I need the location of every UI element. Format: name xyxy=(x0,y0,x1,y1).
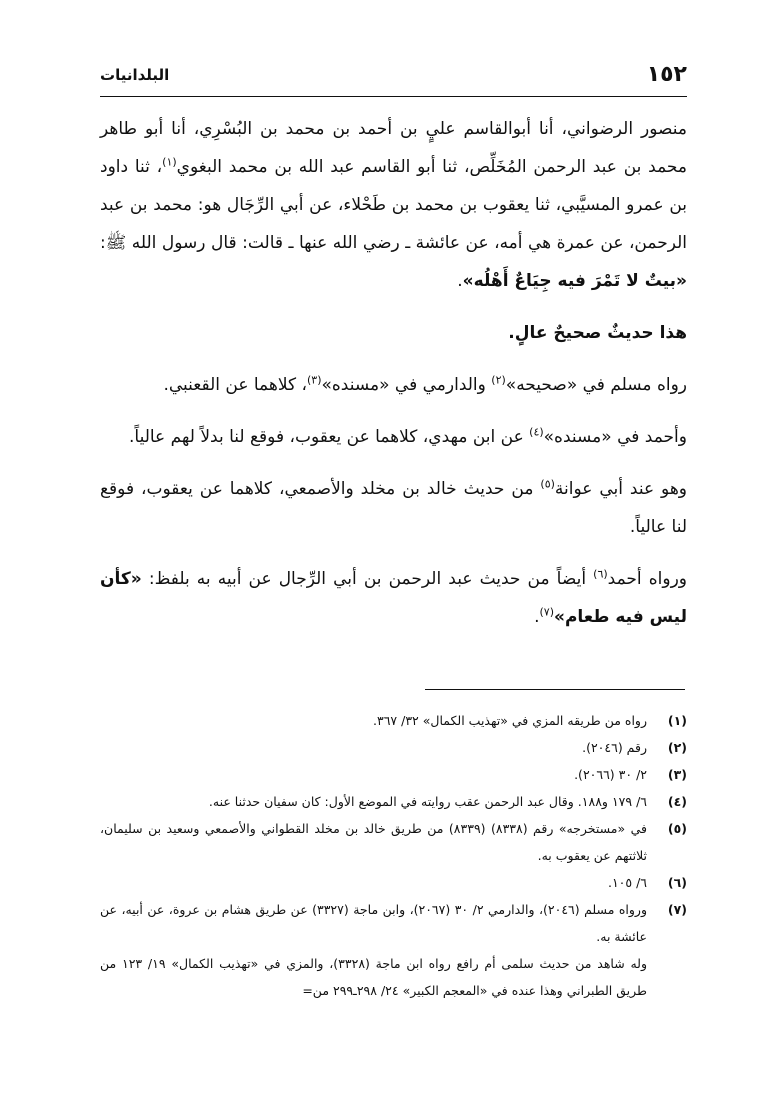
paragraph-muslim xyxy=(100,366,687,404)
text-span: منصور الرضواني، أنا أبوالقاسم عليٍ بن أحمد بن محمد بن البُسْرِي، أنا أبو طاهر محمد بن عبد الرحمن المُخَلِّص، ثنا أبو القاسم عبد الله بن محمد البغوي xyxy=(100,119,687,177)
text-span: . xyxy=(457,271,463,291)
footnote-text: ورواه مسلم (٢٠٤٦)، والدارمي ٢/ ٣٠ (٢٠٦٧)، وابن ماجة (٣٣٢٧) عن طريق هشام بن عروة، عن أبيه، عن عائشة به. xyxy=(100,902,647,944)
footnote-text: ٢/ ٣٠ (٢٠٦٦). xyxy=(574,767,647,782)
footnote-number: (٧) xyxy=(667,902,687,917)
hadith-text: «كأن ليس فيه طعام» xyxy=(100,569,687,627)
footnote-text: رقم (٢٠٤٦). xyxy=(582,740,647,755)
footnote-ref-4: (٤) xyxy=(529,425,544,439)
footnote-number: (٤) xyxy=(667,794,687,809)
footnote-ref-1: (١) xyxy=(162,155,177,169)
paragraph-isnad xyxy=(100,110,687,300)
footnote-text: ٦/ ١٠٥. xyxy=(607,875,647,890)
footnote-6 xyxy=(100,869,687,896)
text-span: والدارمي في «مسنده» xyxy=(321,375,492,395)
footnote-ref-2: (٢) xyxy=(491,373,506,387)
text-span: . xyxy=(534,607,540,627)
footnotes xyxy=(100,707,687,1004)
footnote-2 xyxy=(100,734,687,761)
paragraph-abu-awana xyxy=(100,470,687,546)
text-span: رواه مسلم في «صحيحه» xyxy=(505,375,687,395)
footnote-number: (٢) xyxy=(667,740,687,755)
footnote-number: (٥) xyxy=(667,821,687,836)
footnote-ref-7: (٧) xyxy=(539,605,554,619)
footnote-text: في «مستخرجه» رقم (٨٣٣٨) (٨٣٣٩) من طريق خالد بن مخلد القطواني والأصمعي وسعيد بن سليمان، ثلاثتهم عن يعقوب به. xyxy=(100,821,647,863)
page-number: ١٥٢ xyxy=(646,62,687,87)
footnote-ref-5: (٥) xyxy=(540,477,555,491)
footnote-5 xyxy=(100,815,687,869)
text-span: عن ابن مهدي، كلاهما عن يعقوب، فوقع لنا بدلاً لهم عالياً. xyxy=(128,427,530,447)
hadith-text: «بيتٌ لا تَمْرَ فيه جِيَاعٌ أَهْلُه» xyxy=(462,271,687,291)
footnote-ref-3: (٣) xyxy=(306,373,322,387)
footnote-text: رواه من طريقه المزي في «تهذيب الكمال» ٣٢/ ٣٦٧. xyxy=(373,713,647,728)
footnote-number: (٣) xyxy=(667,767,687,782)
footnote-7 xyxy=(100,896,687,950)
paragraph-ahmad xyxy=(100,418,687,456)
text-span: ، ثنا داود بن عمرو المسيَّبي، ثنا يعقوب بن محمد بن طَحْلاء، عن أبي الرِّجَال هو: محمد بن عبد الرحمن، عن عمرة هي أمه، عن عائشة ـ رضي الله عنها ـ قالت: قال رسول الله ﷺ: xyxy=(100,157,687,253)
hadith-grading: هذا حديثٌ صحيحٌ عالٍ. xyxy=(508,323,687,343)
paragraph-ahmad-2 xyxy=(100,560,687,636)
footnote-4 xyxy=(100,788,687,815)
footnote-1 xyxy=(100,707,687,734)
text-span: وهو عند أبي عوانة xyxy=(554,479,688,499)
footnote-text: ٦/ ١٧٩ و١٨٨. وقال عبد الرحمن عقب روايته في الموضع الأول: كان سفيان حدثنا عنه. xyxy=(208,794,647,809)
text-span: ، كلاهما عن القعنبي. xyxy=(163,375,307,395)
running-title: البلدانيات xyxy=(100,66,170,84)
footnote-number: (١) xyxy=(667,713,687,728)
page-header xyxy=(100,62,687,97)
text-span: من حديث خالد بن مخلد والأصمعي، كلاهما عن يعقوب، فوقع لنا عالياً. xyxy=(100,479,687,537)
footnote-3 xyxy=(100,761,687,788)
footnote-continuation: وله شاهد من حديث سلمى أم رافع رواه ابن ماجة (٣٣٢٨)، والمزي في «تهذيب الكمال» ١٩/ ١٢٣ من طريق الطبراني وهذا عنده في «المعجم الكبير» ٢٤/ ٢٩٨ـ٢٩٩ من= xyxy=(100,956,648,998)
text-span: وأحمد في «مسنده» xyxy=(543,427,687,447)
footnote-ref-6: (٦) xyxy=(593,567,608,581)
text-span: أيضاً من حديث عبد الرحمن بن أبي الرِّجال عن أبيه به بلفظ: xyxy=(141,569,594,589)
text-span: ورواه أحمد xyxy=(607,569,687,589)
footnote-separator xyxy=(425,689,685,690)
footnote-number: (٦) xyxy=(667,875,687,890)
main-text xyxy=(100,110,687,650)
